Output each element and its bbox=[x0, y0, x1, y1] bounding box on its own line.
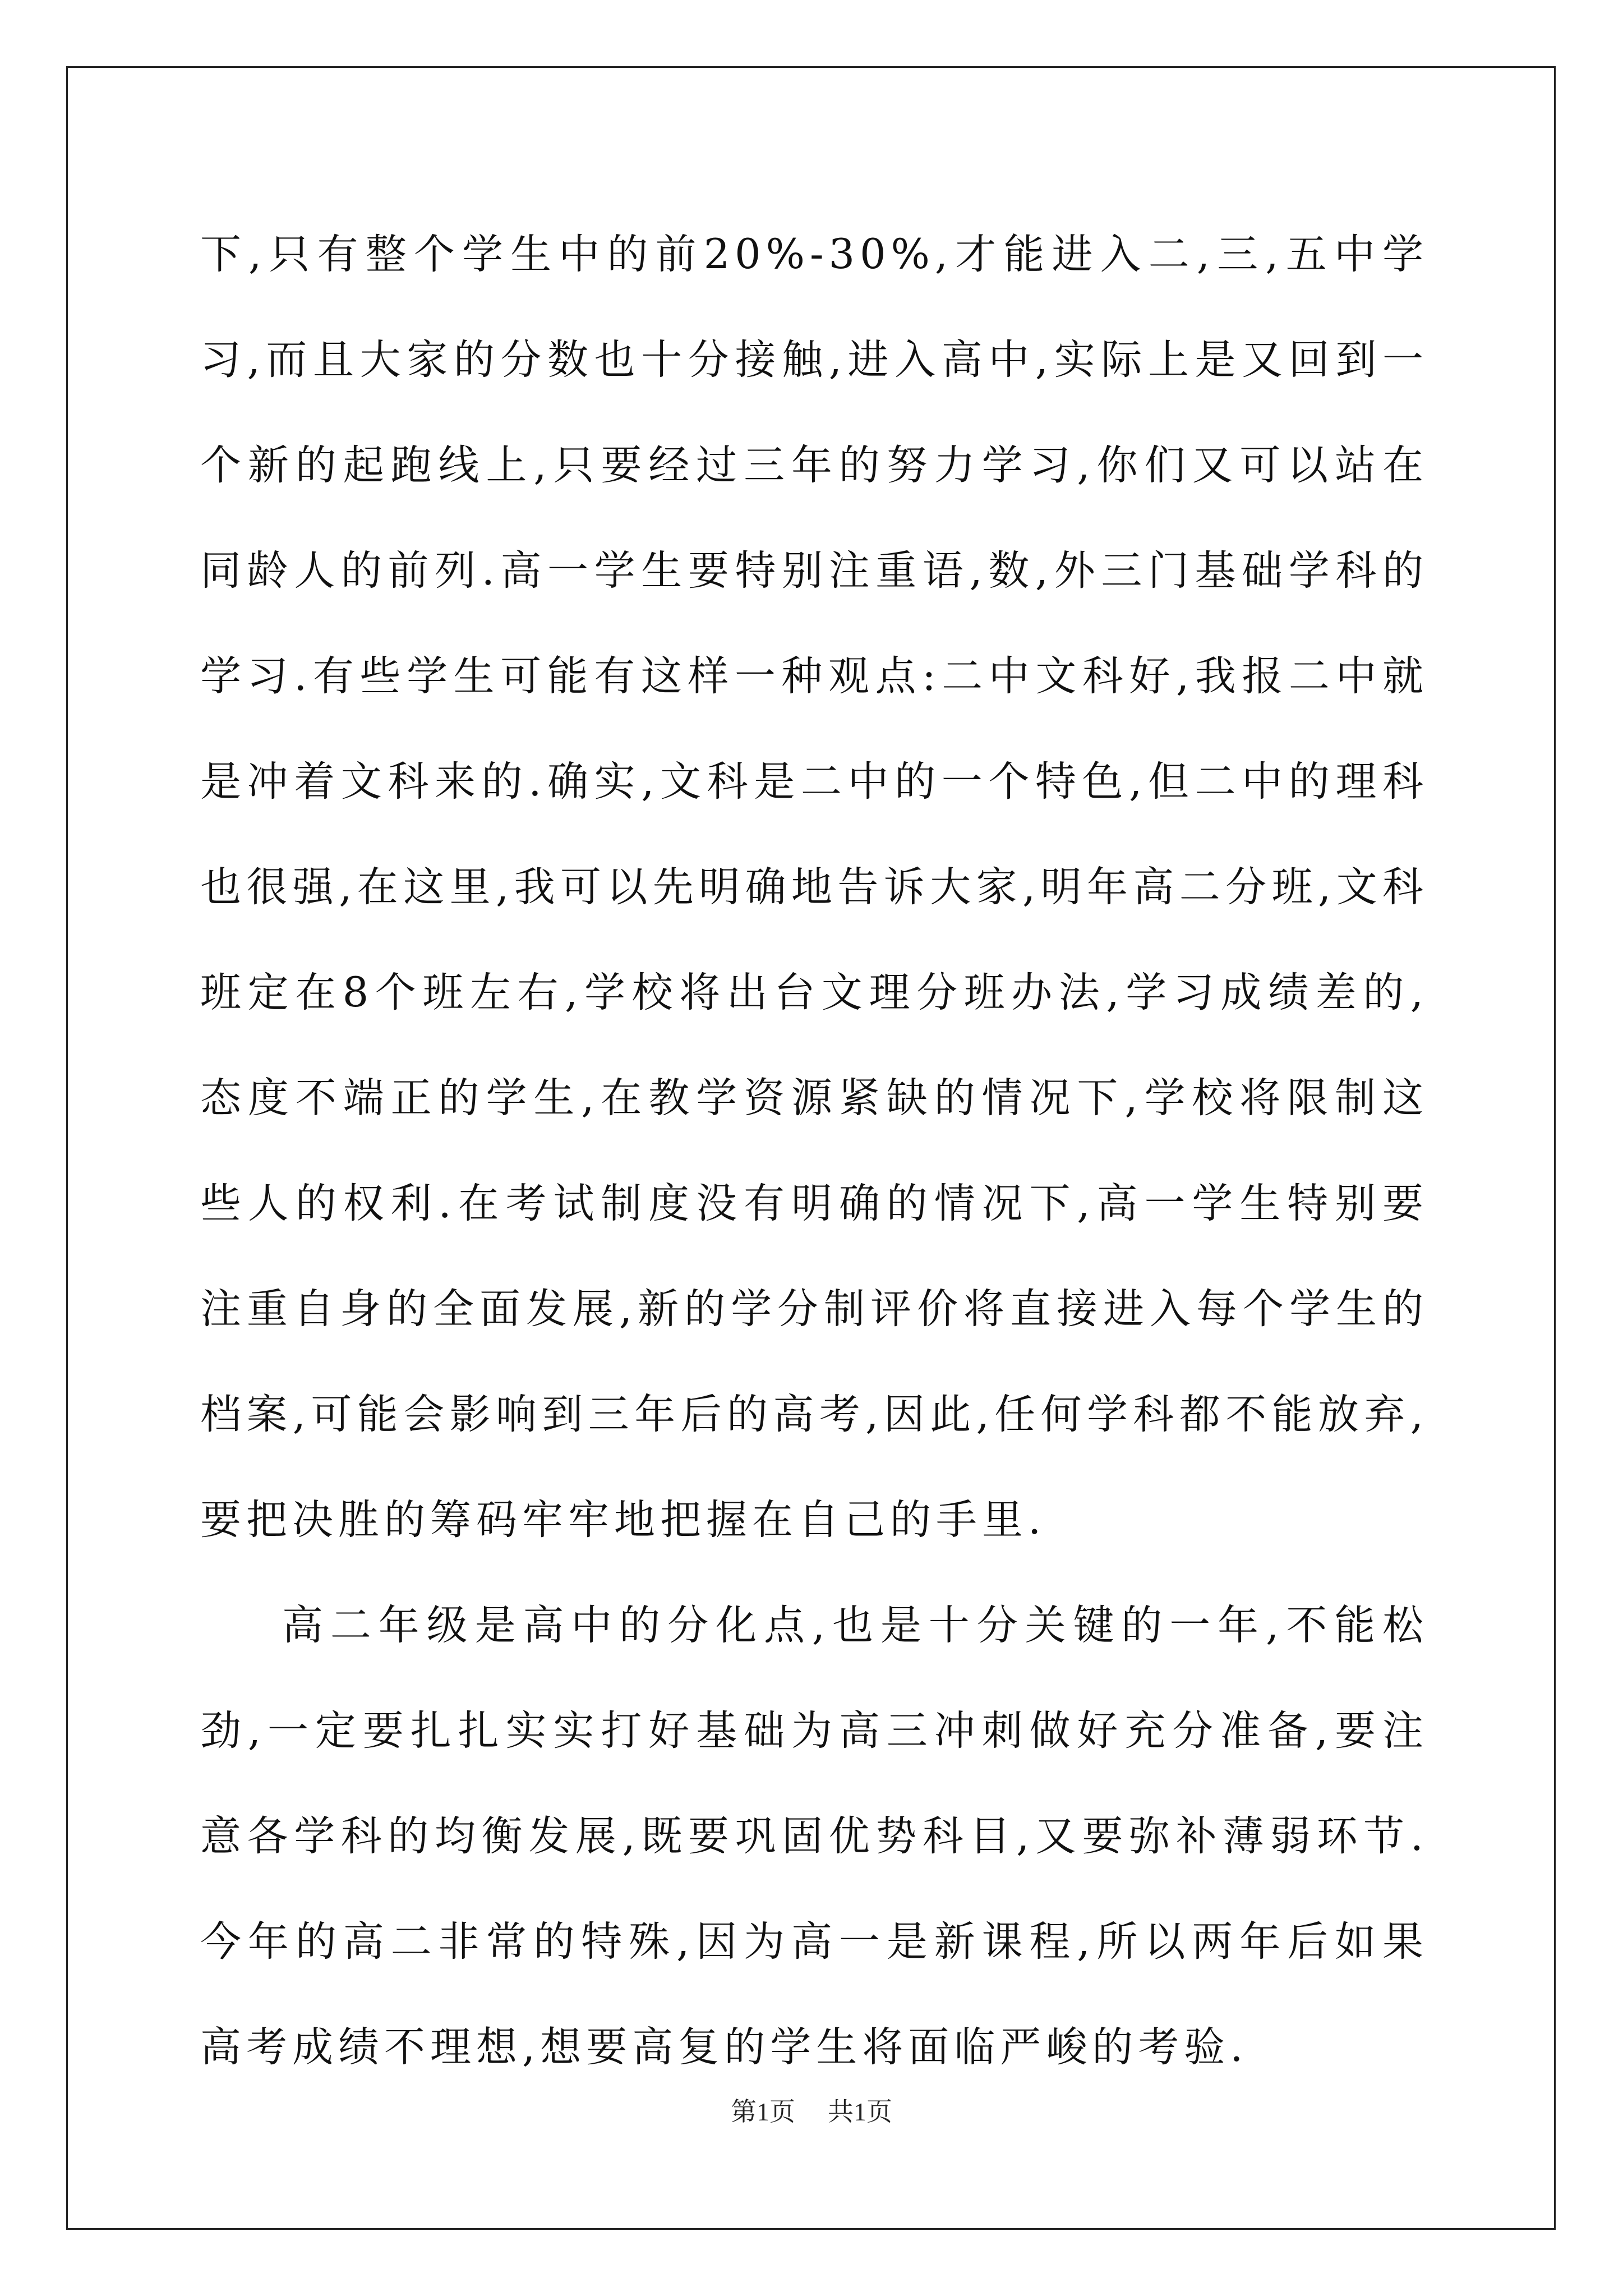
page-total: 共1页 bbox=[828, 2097, 892, 2126]
page-footer bbox=[0, 2091, 1623, 2128]
paragraph-2: 高二年级是高中的分化点,也是十分关键的一年,不能松劲,一定要扎扎实实打好基础为高三冲刺做好充分准备,要注意各学科的均衡发展,既要巩固优势科目,又要弥补薄弱环节.今年的高二非常的特殊,因为高一是新课程,所以两年后如果高考成绩不理想,想要高复的学生将面临严峻的考验. bbox=[200, 1602, 1428, 2071]
page-number: 第1页 bbox=[731, 2097, 795, 2126]
document-body bbox=[200, 202, 1428, 2100]
paragraph-1: 下,只有整个学生中的前20%-30%,才能进入二,三,五中学习,而且大家的分数也十分接触,进入高中,实际上是又回到一个新的起跑线上,只要经过三年的努力学习,你们又可以站在同龄人的前列.高一学生要特别注重语,数,外三门基础学科的学习.有些学生可能有这样一种观点:二中文科好,我报二中就是冲着文科来的.确实,文科是二中的一个特色,但二中的理科也很强,在这里,我可以先明确地告诉大家,明年高二分班,文科班定在8个班左右,学校将出台文理分班办法,学习成绩差的,态度不端正的学生,在教学资源紧缺的情况下,学校将限制这些人的权利.在考试制度没有明确的情况下,高一学生特别要注重自身的全面发展,新的学分制评价将直接进入每个学生的档案,可能会影响到三年后的高考,因此,任何学科都不能放弃,要把决胜的筹码牢牢地把握在自己的手里. bbox=[200, 231, 1428, 1544]
